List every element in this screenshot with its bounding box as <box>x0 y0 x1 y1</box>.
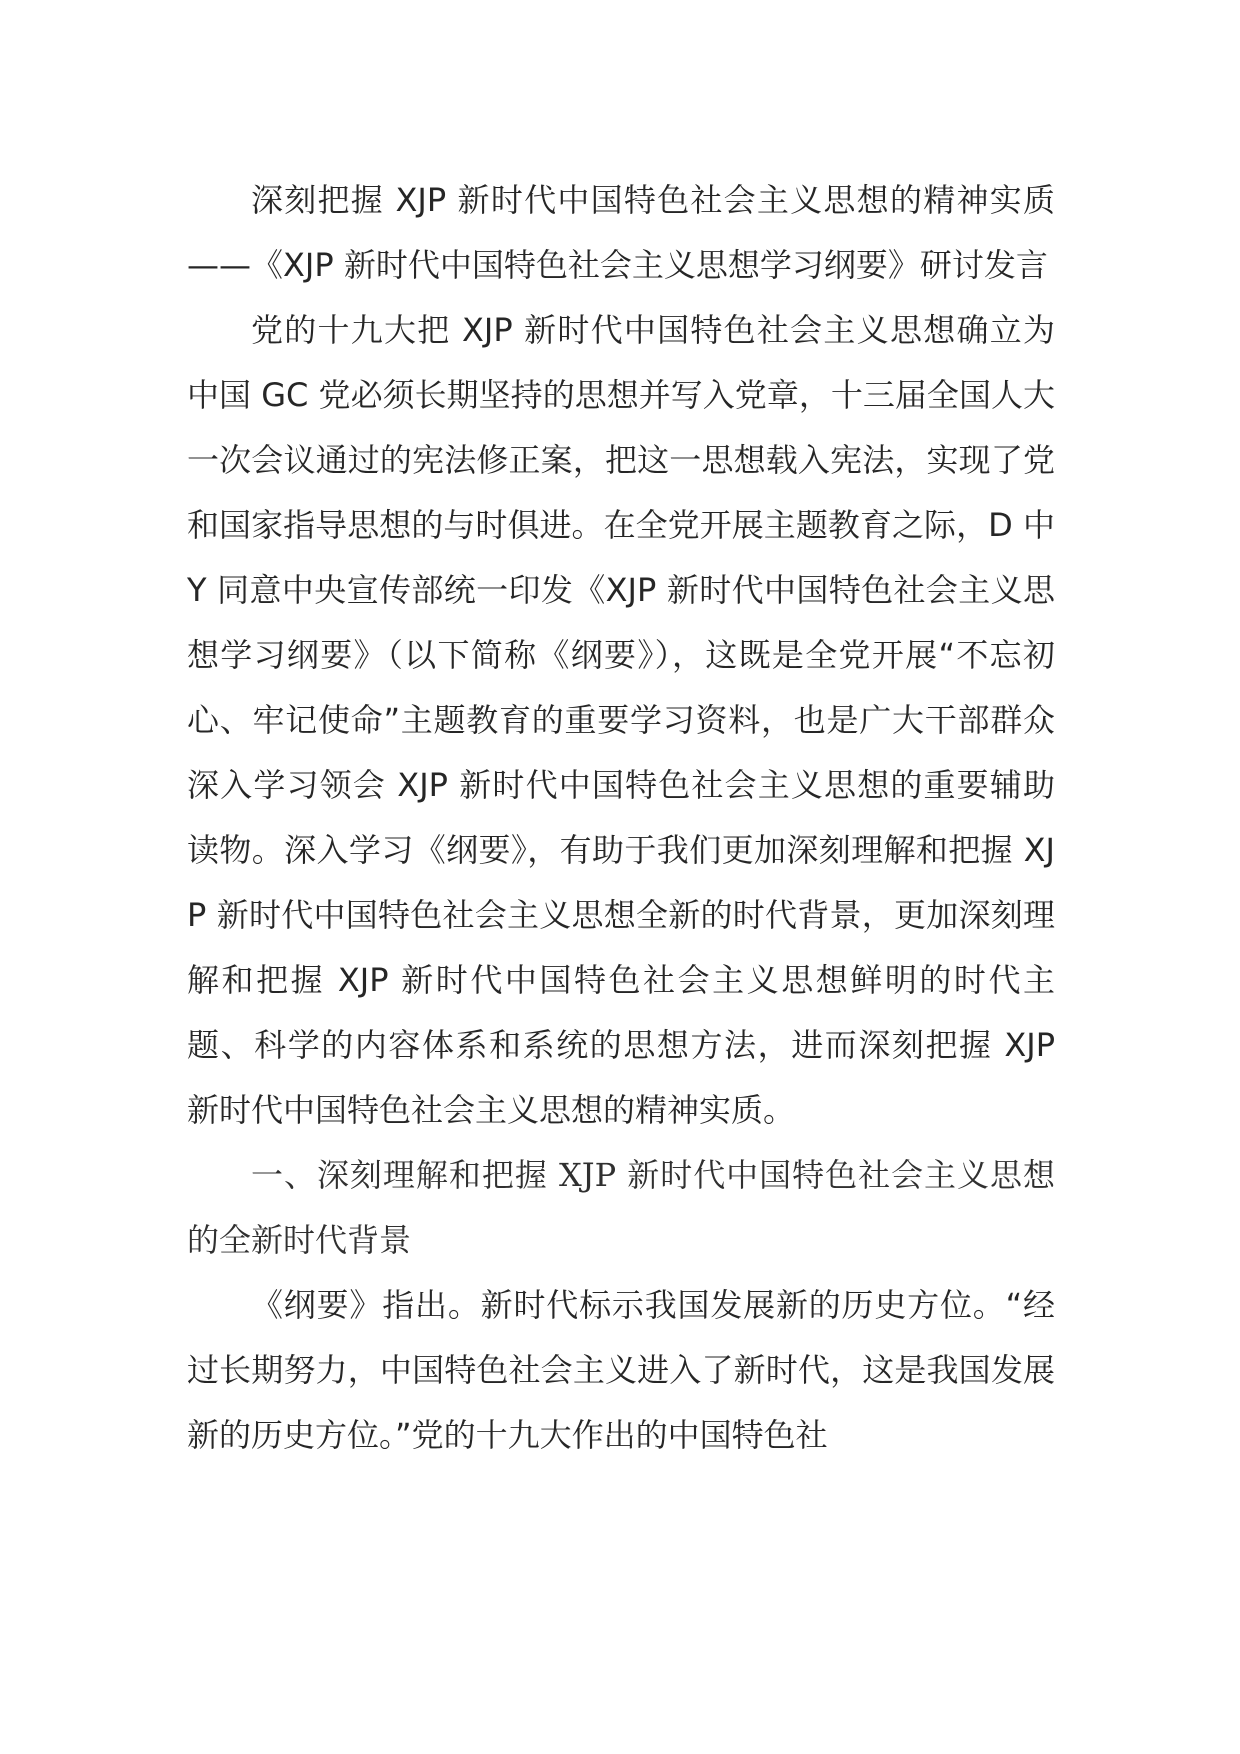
section-heading-1: 一、深刻理解和把握 XJP 新时代中国特色社会主义思想的全新时代背景 <box>187 1156 1055 1259</box>
body-paragraph-intro: 党的十九大把 XJP 新时代中国特色社会主义思想确立为中国 GC 党必须长期坚持的思想并写入党章，十三届全国人大一次会议通过的宪法修正案，把这一思想载入宪法，实现了党和国家指导思想的与时俱进。在全党开展主题教育之际，D 中 Y 同意中央宣传部统一印发《XJP 新时代中国特色社会主义思想学习纲要》（以下简称《纲要》），这既是全党开展“不忘初心、牢记使命”主题教育的重要学习资料，也是广大干部群众深入学习领会 XJP 新时代中国特色社会主义思想的重要辅助读物。深入学习《纲要》，有助于我们更加深刻理解和把握 XJP 新时代中国特色社会主义思想全新的时代背景，更加深刻理解和把握 XJP 新时代中国特色社会主义思想鲜明的时代主题、科学的内容体系和系统的思想方法，进而深刻把握 XJP 新时代中国特色社会主义思想的精神实质。 <box>187 311 1055 1129</box>
document-body <box>187 168 1055 1468</box>
document-title: 深刻把握 XJP 新时代中国特色社会主义思想的精神实质——《XJP 新时代中国特色社会主义思想学习纲要》研讨发言 <box>187 181 1055 284</box>
section-1-paragraph: 《纲要》指出。新时代标示我国发展新的历史方位。“经过长期努力，中国特色社会主义进入了新时代，这是我国发展新的历史方位。”党的十九大作出的中国特色社 <box>187 1286 1055 1454</box>
